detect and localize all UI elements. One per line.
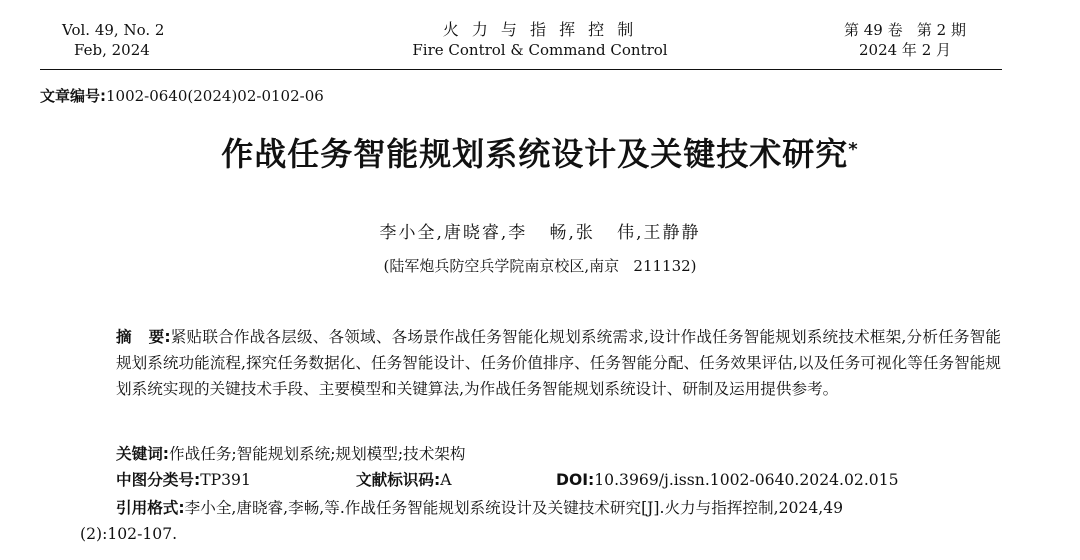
journal-name-en: Fire Control & Command Control <box>412 41 668 59</box>
clc-label: 中图分类号: <box>116 471 201 489</box>
header-left <box>62 20 212 60</box>
citation <box>80 495 965 547</box>
paper-title-text: 作战任务智能规划系统设计及关键技术研究 <box>221 135 849 173</box>
abstract-text: 紧贴联合作战各层级、各领域、各场景作战任务智能化规划系统需求,设计作战任务智能规划系统技术框架,分析任务智能规划系统功能流程,探究任务数据化、任务智能设计、任务价值排序、任务智能分配、任务效果评估,以及任务可视化等任务智能规划系统实现的关键技术手段、主要模型和关键算法,为作战任务智能规划系统设计、研制及运用提供参考。 <box>116 328 1001 398</box>
citation-text-line1: 李小全,唐晓睿,李畅,等.作战任务智能规划系统设计及关键技术研究[J].火力与指挥控制,2024,49 <box>184 499 844 517</box>
citation-label: 引用格式: <box>116 499 185 517</box>
document-code-value: A <box>440 471 452 489</box>
abstract <box>80 324 1001 402</box>
article-number-label: 文章编号: <box>40 87 106 105</box>
keywords-label: 关键词: <box>116 445 170 463</box>
article-number <box>40 86 324 106</box>
header-right <box>830 20 980 60</box>
citation-text-line2: (2):102-107. <box>80 525 178 543</box>
clc-value: TP391 <box>200 471 251 489</box>
header-date-cn: 2024 年 2 月 <box>858 41 952 59</box>
header-date-en: Feb, 2024 <box>74 41 150 59</box>
paper-title <box>0 132 1080 176</box>
affiliation: (陆军炮兵防空兵学院南京校区,南京 211132) <box>383 257 697 275</box>
author-list: 李小全,唐晓睿,李 畅,张 伟,王静静 <box>379 223 701 243</box>
doi-label: DOI: <box>556 471 595 489</box>
document-code-label: 文献标识码: <box>356 471 441 489</box>
doi-value: 10.3969/j.issn.1002-0640.2024.02.015 <box>594 471 899 489</box>
header-volume-issue-cn: 第 49 卷 第 2 期 <box>843 21 966 39</box>
header-volume-issue: Vol. 49, No. 2 <box>62 21 165 39</box>
article-number-value: 1002-0640(2024)02-0102-06 <box>106 87 324 105</box>
title-footnote-marker: * <box>848 139 859 160</box>
keywords-value: 作战任务;智能规划系统;规划模型;技术架构 <box>169 445 466 463</box>
keywords <box>80 441 1001 467</box>
abstract-label: 摘 要: <box>116 328 171 346</box>
journal-name-cn: 火 力 与 指 挥 控 制 <box>442 20 638 39</box>
header-center <box>330 20 750 60</box>
header-rule <box>40 69 1002 70</box>
classification-line <box>80 467 1001 493</box>
